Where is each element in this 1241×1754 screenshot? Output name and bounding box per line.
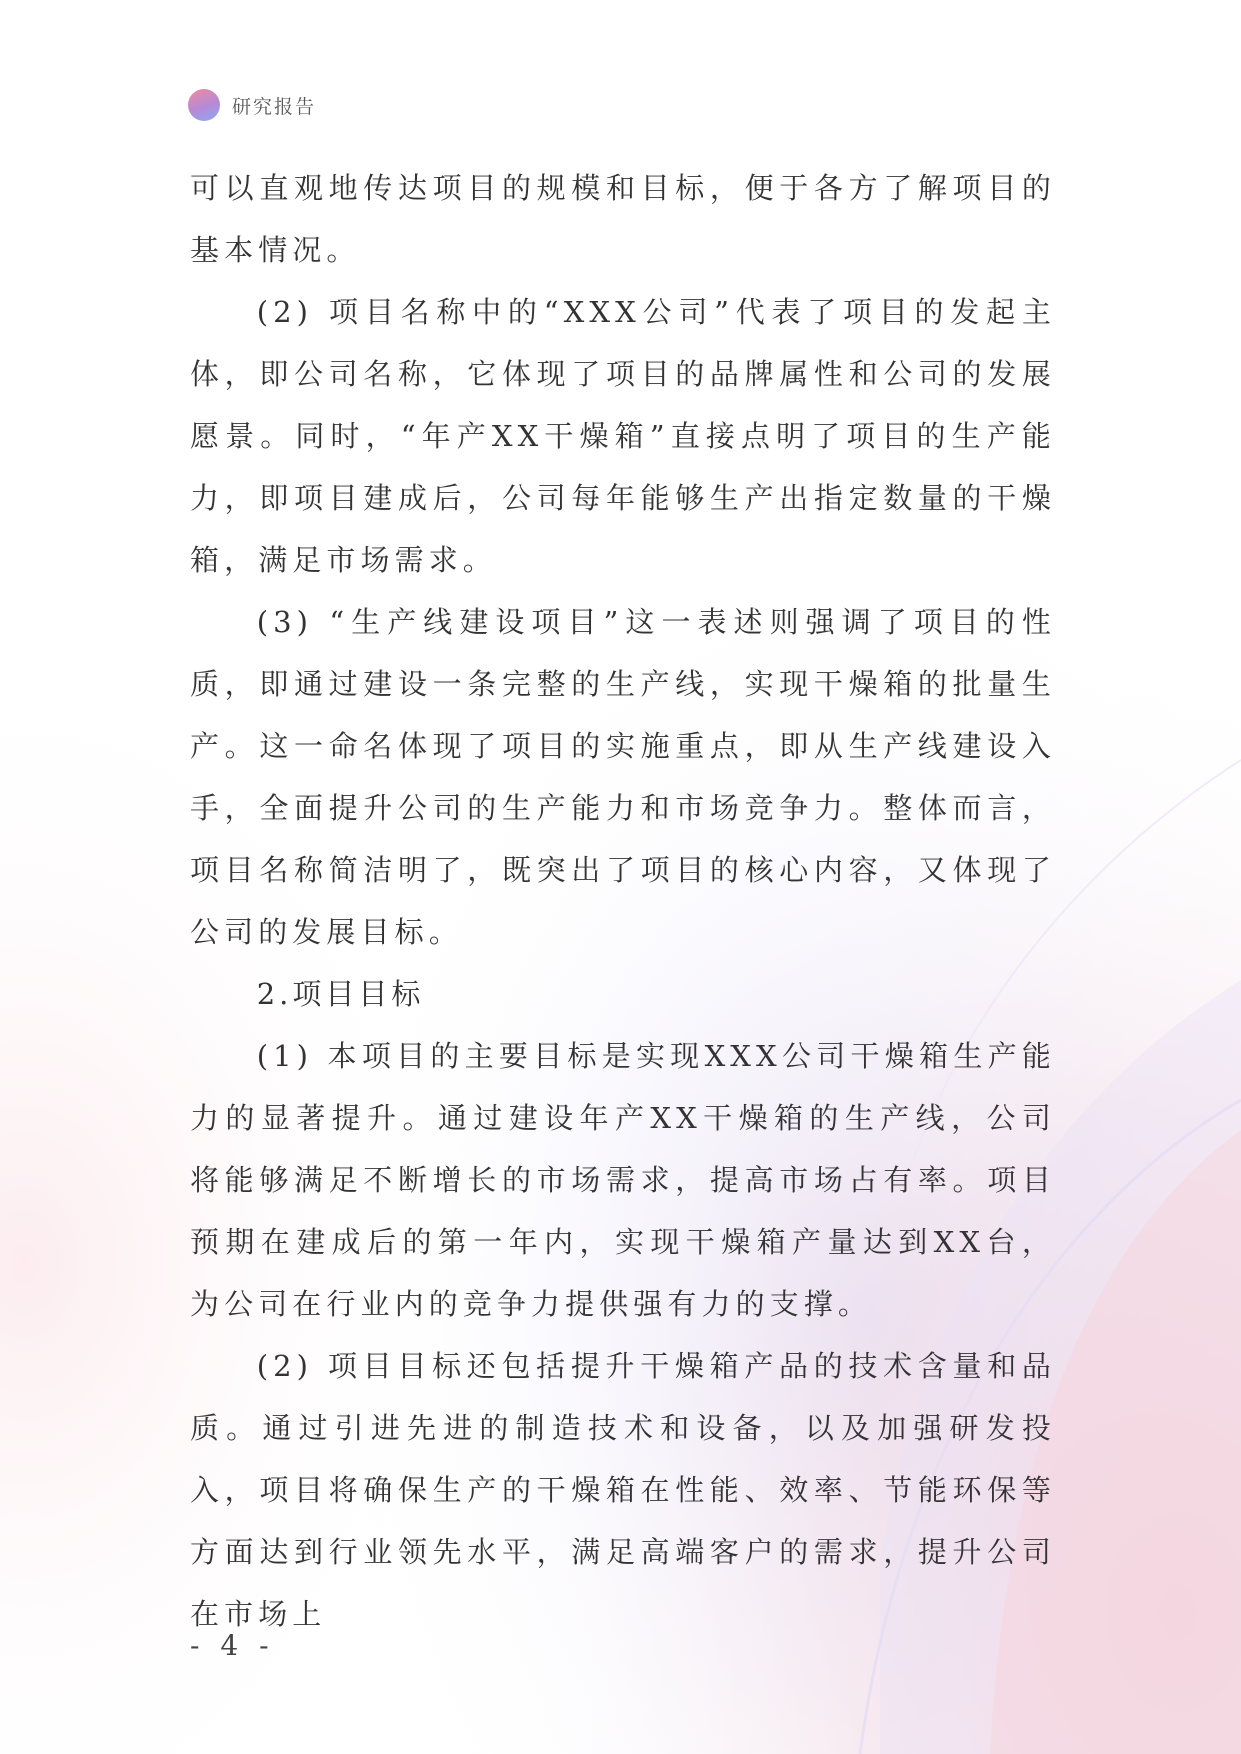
document-header xyxy=(188,88,316,122)
body-paragraph-4: (1) 本项目的主要目标是实现XXX公司干燥箱生产能力的显著提升。通过建设年产XX干燥箱的生产线，公司将能够满足不断增长的市场需求，提高市场占有率。项目预期在建成后的第一年内，实现干燥箱产量达到XX台，为公司在行业内的竞争力提供强有力的支撑。 xyxy=(190,1039,1056,1321)
body-paragraph-5: (2) 项目目标还包括提升干燥箱产品的技术含量和品质。通过引进先进的制造技术和设备，以及加强研发投入，项目将确保生产的干燥箱在性能、效率、节能环保等方面达到行业领先水平，满足高端客户的需求，提升公司在市场上 xyxy=(190,1349,1056,1631)
page-number: - 4 - xyxy=(190,1629,275,1662)
body-paragraph-3: (3) “生产线建设项目”这一表述则强调了项目的性质，即通过建设一条完整的生产线，实现干燥箱的批量生产。这一命名体现了项目的实施重点，即从生产线建设入手，全面提升公司的生产能力和市场竞争力。整体而言，项目名称简洁明了，既突出了项目的核心内容，又体现了公司的发展目标。 xyxy=(190,605,1056,949)
logo-circle-icon xyxy=(188,89,220,121)
header-title: 研究报告 xyxy=(232,95,317,118)
body-paragraph-1: 可以直观地传达项目的规模和目标，便于各方了解项目的基本情况。 xyxy=(190,171,1056,267)
body-paragraph-2: (2) 项目名称中的“XXX公司”代表了项目的发起主体，即公司名称，它体现了项目的品牌属性和公司的发展愿景。同时，“年产XX干燥箱”直接点明了项目的生产能力，即项目建成后，公司每年能够生产出指定数量的干燥箱，满足市场需求。 xyxy=(190,295,1056,577)
section-heading: 2.项目目标 xyxy=(256,977,425,1011)
document-body xyxy=(190,157,1056,1645)
